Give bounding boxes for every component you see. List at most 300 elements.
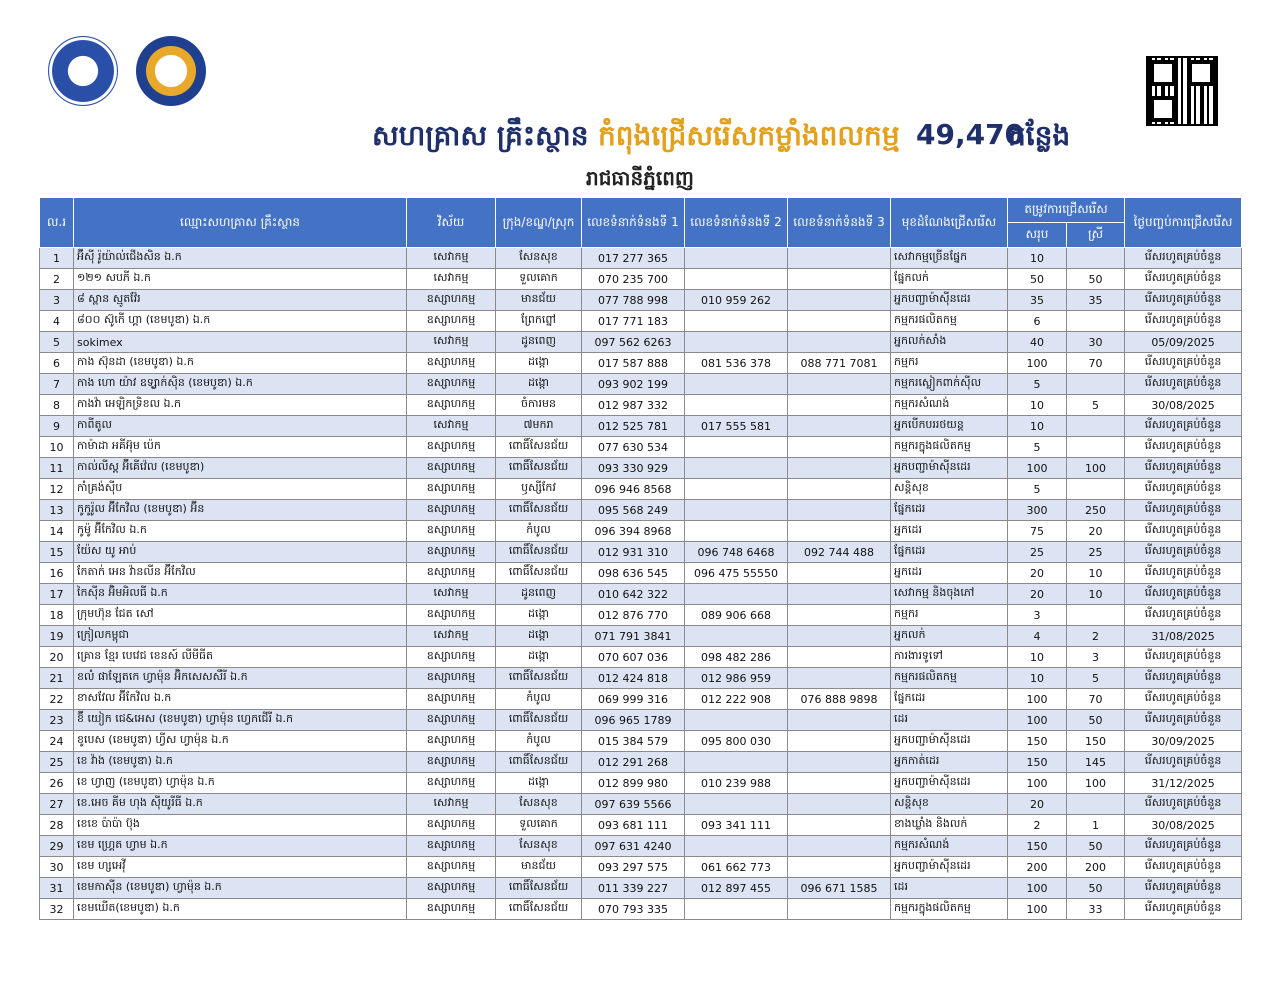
company-name-cell: អ៊ីស៊ី រ៉ូយ៉ាល់ជើងសិន ឯ.ក [74, 248, 407, 269]
female-needed-cell: 100 [1067, 773, 1125, 794]
phone-2-cell [685, 311, 788, 332]
header-location: ក្រុង/ខណ្ឌ/ស្រុក [496, 198, 582, 248]
company-name-cell: កូកូរ៉ូល អ៊ីកែវិល (ខេមបូឌា) អ៊ីន [74, 500, 407, 521]
sector-cell: ឧស្សាហកម្ម [407, 437, 496, 458]
header-position: មុខដំណែងជ្រើសរើស [891, 198, 1008, 248]
location-cell: កំបូល [496, 689, 582, 710]
sector-cell: ឧស្សាហកម្ម [407, 710, 496, 731]
company-name-cell: ខ៊ី យៀក ជេ&អេស (ខេមបូឌា) ហ្វាម៉ុន ហ្វេកជើរី ឯ.ក [74, 710, 407, 731]
total-needed-cell: 10 [1008, 668, 1067, 689]
table-row [40, 689, 1242, 710]
row-no-cell: 23 [40, 710, 74, 731]
company-name-cell: កែតាក់ អេន វ៉ានលីន អ៊ីកែវិល [74, 563, 407, 584]
logos [48, 36, 206, 106]
phone-2-cell: 096 475 55550 [685, 563, 788, 584]
phone-2-cell [685, 752, 788, 773]
location-cell: សែនសុខ [496, 836, 582, 857]
sector-cell: ឧស្សាហកម្ម [407, 668, 496, 689]
deadline-cell: រើសរហូតគ្រប់ចំនួន [1125, 563, 1242, 584]
table-row [40, 521, 1242, 542]
phone-2-cell: 012 222 908 [685, 689, 788, 710]
female-needed-cell [1067, 311, 1125, 332]
title-count: 49,470 [916, 118, 1025, 151]
total-needed-cell: 100 [1008, 689, 1067, 710]
header-total: សរុប [1008, 223, 1067, 248]
phone-3-cell [788, 647, 891, 668]
location-cell: មានជ័យ [496, 857, 582, 878]
deadline-cell: 05/09/2025 [1125, 332, 1242, 353]
location-cell: ពោធិ៍សែនជ័យ [496, 752, 582, 773]
deadline-cell: រើសរហូតគ្រប់ចំនួន [1125, 437, 1242, 458]
phone-1-cell: 070 235 700 [582, 269, 685, 290]
company-name-cell: ខេ ហ្វាញ (ខេមបូឌា) ហ្វាម៉ុន ឯ.ក [74, 773, 407, 794]
phone-3-cell: 088 771 7081 [788, 353, 891, 374]
company-name-cell: កាងវ៉ា អេឡិកទ្រិខល ឯ.ក [74, 395, 407, 416]
table-row [40, 248, 1242, 269]
deadline-cell: រើសរហូតគ្រប់ចំនួន [1125, 584, 1242, 605]
page-subtitle: រាជធានីភ្នំពេញ [586, 166, 694, 190]
total-needed-cell: 3 [1008, 605, 1067, 626]
deadline-cell: រើសរហូតគ្រប់ចំនួន [1125, 416, 1242, 437]
total-needed-cell: 100 [1008, 773, 1067, 794]
location-cell: ដង្កោ [496, 353, 582, 374]
deadline-cell: 31/08/2025 [1125, 626, 1242, 647]
sector-cell: ឧស្សាហកម្ម [407, 857, 496, 878]
sector-cell: ឧស្សាហកម្ម [407, 605, 496, 626]
phone-1-cell: 096 394 8968 [582, 521, 685, 542]
total-needed-cell: 10 [1008, 647, 1067, 668]
total-needed-cell: 20 [1008, 563, 1067, 584]
female-needed-cell: 33 [1067, 899, 1125, 920]
location-cell: ពោធិ៍សែនជ័យ [496, 899, 582, 920]
female-needed-cell: 3 [1067, 647, 1125, 668]
deadline-cell: រើសរហូតគ្រប់ចំនួន [1125, 899, 1242, 920]
sector-cell: ឧស្សាហកម្ម [407, 899, 496, 920]
company-name-cell: ខេ.អេច គីម ហុង ស៊ីយូរីធី ឯ.ក [74, 794, 407, 815]
row-no-cell: 4 [40, 311, 74, 332]
phone-3-cell [788, 605, 891, 626]
deadline-cell: រើសរហូតគ្រប់ចំនួន [1125, 311, 1242, 332]
company-name-cell: ខេមកាស៊ីន (ខេមបូឌា) ហ្វាម៉ុន ឯ.ក [74, 878, 407, 899]
deadline-cell: 30/08/2025 [1125, 815, 1242, 836]
deadline-cell: រើសរហូតគ្រប់ចំនួន [1125, 269, 1242, 290]
table-row [40, 374, 1242, 395]
sector-cell: ឧស្សាហកម្ម [407, 752, 496, 773]
female-needed-cell: 25 [1067, 542, 1125, 563]
position-cell: ផ្នែកលក់ [891, 269, 1008, 290]
phone-3-cell [788, 248, 891, 269]
phone-3-cell [788, 374, 891, 395]
phone-3-cell [788, 815, 891, 836]
header-no: ល.រ [40, 198, 74, 248]
location-cell: ដង្កោ [496, 626, 582, 647]
total-needed-cell: 200 [1008, 857, 1067, 878]
table-row [40, 416, 1242, 437]
total-needed-cell: 150 [1008, 752, 1067, 773]
company-name-cell: ៨ ស្ពាន ស្មូតវ៉ែរ [74, 290, 407, 311]
position-cell: កម្មករផលិតកម្ម [891, 311, 1008, 332]
table-row [40, 500, 1242, 521]
deadline-cell: រើសរហូតគ្រប់ចំនួន [1125, 353, 1242, 374]
total-needed-cell: 10 [1008, 416, 1067, 437]
phone-1-cell: 012 876 770 [582, 605, 685, 626]
deadline-cell: រើសរហូតគ្រប់ចំនួន [1125, 458, 1242, 479]
location-cell: ពោធិ៍សែនជ័យ [496, 710, 582, 731]
female-needed-cell [1067, 605, 1125, 626]
deadline-cell: រើសរហូតគ្រប់ចំនួន [1125, 752, 1242, 773]
header-sector: វិស័យ [407, 198, 496, 248]
table-row [40, 731, 1242, 752]
total-needed-cell: 6 [1008, 311, 1067, 332]
phone-2-cell: 010 959 262 [685, 290, 788, 311]
position-cell: កម្មករសំណង់ [891, 395, 1008, 416]
row-no-cell: 22 [40, 689, 74, 710]
phone-2-cell [685, 836, 788, 857]
female-needed-cell [1067, 437, 1125, 458]
phone-3-cell [788, 626, 891, 647]
phone-2-cell [685, 626, 788, 647]
phone-2-cell [685, 794, 788, 815]
female-needed-cell [1067, 479, 1125, 500]
table-row [40, 437, 1242, 458]
header-female: ស្រី [1067, 223, 1125, 248]
deadline-cell: រើសរហូតគ្រប់ចំនួន [1125, 689, 1242, 710]
phone-1-cell: 015 384 579 [582, 731, 685, 752]
row-no-cell: 19 [40, 626, 74, 647]
position-cell: ផ្នែកដេរ [891, 500, 1008, 521]
phone-1-cell: 012 424 818 [582, 668, 685, 689]
company-name-cell: យ៉ែស យូ អាប់ [74, 542, 407, 563]
table-row [40, 563, 1242, 584]
table-row [40, 710, 1242, 731]
female-needed-cell: 50 [1067, 269, 1125, 290]
deadline-cell: រើសរហូតគ្រប់ចំនួន [1125, 479, 1242, 500]
total-needed-cell: 100 [1008, 878, 1067, 899]
row-no-cell: 6 [40, 353, 74, 374]
phone-1-cell: 012 291 268 [582, 752, 685, 773]
position-cell: កម្មករសំណង់ [891, 836, 1008, 857]
phone-1-cell: 097 562 6263 [582, 332, 685, 353]
sector-cell: ឧស្សាហកម្ម [407, 500, 496, 521]
female-needed-cell: 50 [1067, 836, 1125, 857]
phone-2-cell [685, 899, 788, 920]
position-cell: អ្នកបញ្ជាម៉ាស៊ីនដេរ [891, 290, 1008, 311]
deadline-cell: រើសរហូតគ្រប់ចំនួន [1125, 290, 1242, 311]
total-needed-cell: 100 [1008, 899, 1067, 920]
phone-3-cell [788, 794, 891, 815]
total-needed-cell: 2 [1008, 815, 1067, 836]
deadline-cell: 31/12/2025 [1125, 773, 1242, 794]
sector-cell: ឧស្សាហកម្ម [407, 815, 496, 836]
female-needed-cell: 200 [1067, 857, 1125, 878]
phone-2-cell [685, 710, 788, 731]
row-no-cell: 17 [40, 584, 74, 605]
location-cell: ដូនពេញ [496, 332, 582, 353]
phone-3-cell [788, 479, 891, 500]
phone-3-cell [788, 731, 891, 752]
company-name-cell: គ្រោន ខ្មែរ បេវេជ ខេនស៍ លីមីធីត [74, 647, 407, 668]
row-no-cell: 30 [40, 857, 74, 878]
table-row [40, 353, 1242, 374]
phone-2-cell: 017 555 581 [685, 416, 788, 437]
location-cell: ចំការមន [496, 395, 582, 416]
table-row [40, 458, 1242, 479]
sector-cell: ឧស្សាហកម្ម [407, 353, 496, 374]
position-cell: សន្តិសុខ [891, 479, 1008, 500]
sector-cell: ឧស្សាហកម្ម [407, 878, 496, 899]
position-cell: អ្នកកាត់ដេរ [891, 752, 1008, 773]
phone-1-cell: 093 297 575 [582, 857, 685, 878]
phone-2-cell [685, 395, 788, 416]
phone-2-cell: 098 482 286 [685, 647, 788, 668]
title-part2: កំពុងជ្រើសរើសកម្លាំងពលកម្ម [598, 119, 900, 152]
phone-2-cell [685, 437, 788, 458]
deadline-cell: រើសរហូតគ្រប់ចំនួន [1125, 542, 1242, 563]
company-name-cell: ១២១ សបភី ឯ.ក [74, 269, 407, 290]
company-name-cell: កៃស៊ីន អ៊ិមអិលធី ឯ.ក [74, 584, 407, 605]
position-cell: អ្នកដេរ [891, 521, 1008, 542]
row-no-cell: 13 [40, 500, 74, 521]
company-name-cell: ខលំ ផាឡែតកេ ហ្វាម៉ុន អ៊ិកសេសសឺរី ឯ.ក [74, 668, 407, 689]
phone-2-cell: 010 239 988 [685, 773, 788, 794]
phone-3-cell [788, 710, 891, 731]
company-name-cell: ក្រៀលកម្ពុជា [74, 626, 407, 647]
female-needed-cell: 250 [1067, 500, 1125, 521]
location-cell: ដង្កោ [496, 374, 582, 395]
total-needed-cell: 5 [1008, 479, 1067, 500]
total-needed-cell: 5 [1008, 374, 1067, 395]
row-no-cell: 10 [40, 437, 74, 458]
total-needed-cell: 75 [1008, 521, 1067, 542]
table-row [40, 311, 1242, 332]
phone-2-cell [685, 479, 788, 500]
phone-2-cell [685, 332, 788, 353]
phone-1-cell: 011 339 227 [582, 878, 685, 899]
phone-1-cell: 017 277 365 [582, 248, 685, 269]
total-needed-cell: 100 [1008, 353, 1067, 374]
female-needed-cell: 20 [1067, 521, 1125, 542]
deadline-cell: រើសរហូតគ្រប់ចំនួន [1125, 710, 1242, 731]
row-no-cell: 18 [40, 605, 74, 626]
position-cell: អ្នកបញ្ជាម៉ាស៊ីនដេរ [891, 731, 1008, 752]
header-company: ឈ្មោះសហគ្រាស គ្រឹះស្ថាន [74, 198, 407, 248]
table-row [40, 332, 1242, 353]
phone-1-cell: 077 788 998 [582, 290, 685, 311]
row-no-cell: 11 [40, 458, 74, 479]
table-row [40, 605, 1242, 626]
row-no-cell: 16 [40, 563, 74, 584]
position-cell: អ្នកលក់ [891, 626, 1008, 647]
row-no-cell: 5 [40, 332, 74, 353]
table-row [40, 269, 1242, 290]
total-needed-cell: 100 [1008, 710, 1067, 731]
row-no-cell: 25 [40, 752, 74, 773]
phone-1-cell: 095 568 249 [582, 500, 685, 521]
total-needed-cell: 20 [1008, 794, 1067, 815]
phone-3-cell [788, 416, 891, 437]
phone-2-cell: 093 341 111 [685, 815, 788, 836]
phone-2-cell: 061 662 773 [685, 857, 788, 878]
phone-3-cell [788, 458, 891, 479]
phone-1-cell: 093 902 199 [582, 374, 685, 395]
phone-3-cell [788, 563, 891, 584]
female-needed-cell: 5 [1067, 395, 1125, 416]
phone-2-cell: 012 897 455 [685, 878, 788, 899]
deadline-cell: រើសរហូតគ្រប់ចំនួន [1125, 500, 1242, 521]
table-row [40, 836, 1242, 857]
position-cell: កម្មករ [891, 605, 1008, 626]
location-cell: សែនសុខ [496, 794, 582, 815]
deadline-cell: រើសរហូតគ្រប់ចំនួន [1125, 374, 1242, 395]
phone-3-cell [788, 899, 891, 920]
table-row [40, 773, 1242, 794]
row-no-cell: 1 [40, 248, 74, 269]
deadline-cell: រើសរហូតគ្រប់ចំនួន [1125, 605, 1242, 626]
row-no-cell: 27 [40, 794, 74, 815]
sector-cell: សេវាកម្ម [407, 332, 496, 353]
phone-3-cell [788, 332, 891, 353]
total-needed-cell: 4 [1008, 626, 1067, 647]
location-cell: ដង្កោ [496, 605, 582, 626]
sector-cell: សេវាកម្ម [407, 794, 496, 815]
position-cell: ខាងឃ្លាំង និងលក់ [891, 815, 1008, 836]
position-cell: អ្នកលក់សាំង [891, 332, 1008, 353]
table-row [40, 395, 1242, 416]
position-cell: ការងារទូទៅ [891, 647, 1008, 668]
total-needed-cell: 50 [1008, 269, 1067, 290]
position-cell: ផ្នែកដេរ [891, 689, 1008, 710]
position-cell: ដេរ [891, 878, 1008, 899]
row-no-cell: 20 [40, 647, 74, 668]
title-unit: កន្លែង [1008, 119, 1071, 152]
header-phone1: លេខទំនាក់ទំនងទី 1 [582, 198, 685, 248]
phone-1-cell: 096 946 8568 [582, 479, 685, 500]
company-name-cell: កូម៉ូ អ៊ីកែវិល ឯ.ក [74, 521, 407, 542]
company-name-cell: ខេខេ ប៉ាប៉ា ប៊ុង [74, 815, 407, 836]
female-needed-cell: 70 [1067, 689, 1125, 710]
phone-3-cell [788, 668, 891, 689]
phone-1-cell: 097 639 5566 [582, 794, 685, 815]
total-needed-cell: 5 [1008, 437, 1067, 458]
sector-cell: សេវាកម្ម [407, 248, 496, 269]
location-cell: ដូនពេញ [496, 584, 582, 605]
phone-1-cell: 070 607 036 [582, 647, 685, 668]
company-name-cell: កាម៉ាដា អគីអ៊ុម ប៉េក [74, 437, 407, 458]
table-row [40, 878, 1242, 899]
phone-3-cell: 092 744 488 [788, 542, 891, 563]
phone-1-cell: 012 899 980 [582, 773, 685, 794]
female-needed-cell: 145 [1067, 752, 1125, 773]
table-row [40, 647, 1242, 668]
sector-cell: ឧស្សាហកម្ម [407, 731, 496, 752]
deadline-cell: 30/08/2025 [1125, 395, 1242, 416]
phone-3-cell [788, 836, 891, 857]
phone-3-cell [788, 269, 891, 290]
female-needed-cell: 35 [1067, 290, 1125, 311]
phone-1-cell: 010 642 322 [582, 584, 685, 605]
row-no-cell: 26 [40, 773, 74, 794]
sector-cell: សេវាកម្ម [407, 584, 496, 605]
phone-3-cell [788, 311, 891, 332]
female-needed-cell: 5 [1067, 668, 1125, 689]
total-needed-cell: 35 [1008, 290, 1067, 311]
row-no-cell: 31 [40, 878, 74, 899]
sector-cell: ឧស្សាហកម្ម [407, 647, 496, 668]
female-needed-cell: 30 [1067, 332, 1125, 353]
location-cell: ពោធិ៍សែនជ័យ [496, 458, 582, 479]
sector-cell: ឧស្សាហកម្ម [407, 290, 496, 311]
table-row [40, 542, 1242, 563]
location-cell: សែនសុខ [496, 248, 582, 269]
phone-2-cell [685, 521, 788, 542]
row-no-cell: 3 [40, 290, 74, 311]
position-cell: កម្មករក្នុងផលិតកម្ម [891, 899, 1008, 920]
female-needed-cell [1067, 374, 1125, 395]
row-no-cell: 7 [40, 374, 74, 395]
sector-cell: ឧស្សាហកម្ម [407, 836, 496, 857]
deadline-cell: រើសរហូតគ្រប់ចំនួន [1125, 647, 1242, 668]
deadline-cell: រើសរហូតគ្រប់ចំនួន [1125, 794, 1242, 815]
company-name-cell: ខាសវែល អ៊ីកែវិល ឯ.ក [74, 689, 407, 710]
phone-3-cell [788, 857, 891, 878]
phone-1-cell: 012 987 332 [582, 395, 685, 416]
phone-2-cell: 096 748 6468 [685, 542, 788, 563]
location-cell: ពោធិ៍សែនជ័យ [496, 437, 582, 458]
phone-3-cell [788, 290, 891, 311]
female-needed-cell [1067, 248, 1125, 269]
phone-3-cell [788, 500, 891, 521]
deadline-cell: រើសរហូតគ្រប់ចំនួន [1125, 521, 1242, 542]
total-needed-cell: 150 [1008, 836, 1067, 857]
phone-1-cell: 069 999 316 [582, 689, 685, 710]
location-cell: ព្រែកព្នៅ [496, 311, 582, 332]
company-name-cell: ខេម ហ្សអេវ៉ី [74, 857, 407, 878]
header-phone3: លេខទំនាក់ទំនងទី 3 [788, 198, 891, 248]
total-needed-cell: 300 [1008, 500, 1067, 521]
ministry-seal-icon [48, 36, 118, 106]
sector-cell: ឧស្សាហកម្ម [407, 479, 496, 500]
company-name-cell: sokimex [74, 332, 407, 353]
table-row [40, 479, 1242, 500]
table-row [40, 584, 1242, 605]
row-no-cell: 14 [40, 521, 74, 542]
sector-cell: ឧស្សាហកម្ម [407, 311, 496, 332]
company-name-cell: ខេម ហ្គ្រេត ហ្វាម ឯ.ក [74, 836, 407, 857]
table-body [40, 248, 1242, 920]
total-needed-cell: 10 [1008, 248, 1067, 269]
phone-1-cell: 077 630 534 [582, 437, 685, 458]
location-cell: ទួលគោក [496, 269, 582, 290]
female-needed-cell [1067, 794, 1125, 815]
row-no-cell: 2 [40, 269, 74, 290]
company-name-cell: កាំគ្រង់ស៊ីប [74, 479, 407, 500]
phone-3-cell [788, 773, 891, 794]
phone-2-cell [685, 269, 788, 290]
sector-cell: ឧស្សាហកម្ម [407, 374, 496, 395]
deadline-cell: 30/09/2025 [1125, 731, 1242, 752]
location-cell: ពោធិ៍សែនជ័យ [496, 878, 582, 899]
position-cell: អ្នកបញ្ជាម៉ាស៊ីនដេរ [891, 773, 1008, 794]
female-needed-cell [1067, 416, 1125, 437]
sector-cell: ឧស្សាហកម្ម [407, 395, 496, 416]
total-needed-cell: 100 [1008, 458, 1067, 479]
female-needed-cell: 1 [1067, 815, 1125, 836]
position-cell: អ្នកបញ្ជាម៉ាស៊ីនដេរ [891, 857, 1008, 878]
phone-2-cell [685, 584, 788, 605]
sector-cell: ឧស្សាហកម្ម [407, 521, 496, 542]
position-cell: កម្មករស្លៀកពាក់ស៊ីល [891, 374, 1008, 395]
page-title [0, 118, 1280, 158]
